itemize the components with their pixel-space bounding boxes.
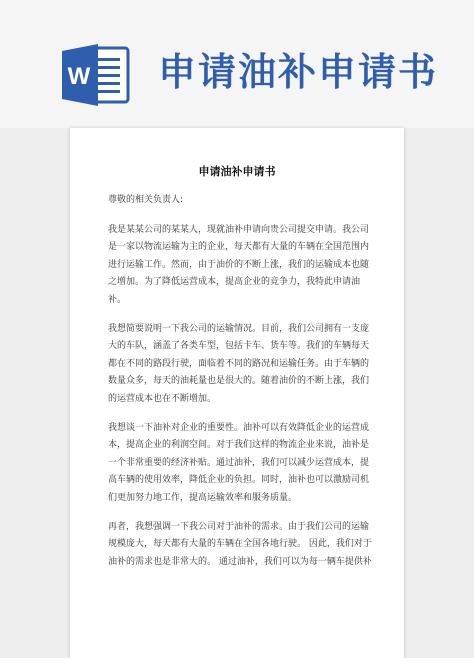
banner — [0, 0, 474, 128]
document-page — [70, 128, 404, 658]
word-doc-icon — [62, 42, 132, 108]
paragraph-2: 我想简要说明一下我公司的运输情况。目前，我们公司拥有一支庞大的车队，涵盖了各类车型，包括卡车、货车等。我们的车辆每天都在不同的路段行驶，面临着不同的路况和运输任务。由于车辆的数量众多，每天的油耗量也是很大的。随着油价的不断上涨，我们的运营成本也在不断增加。 — [108, 323, 370, 404]
document-title: 申请油补申请书 — [198, 165, 276, 178]
document-body — [108, 192, 376, 582]
paragraph-3: 我想谈一下油补对企业的重要性。油补可以有效降低企业的运营成本，提高企业的利润空间。对于我们这样的物流企业来说，油补是一个非常重要的经济补贴。通过油补，我们可以减少运营成本，提高车辆的使用效率，降低企业的负担。同时，油补也可以激励司机们更加努力地工作，提高运输效率和服务质量。 — [108, 422, 370, 503]
salutation: 尊敬的相关负责人: — [108, 195, 184, 205]
paragraph-1: 我是某某公司的某某人，现就油补申请向贵公司提交申请。我公司是一家以物流运输为主的企业，每天都有大量的车辆在全国范围内进行运输工作。然而，由于油价的不断上涨，我们的运输成本也随之增加。为了降低运营成本，提高企业的竞争力，我特此申请油补。 — [108, 224, 370, 305]
bottom-strip — [0, 658, 474, 669]
banner-title: 申请油补申请书 — [158, 50, 439, 94]
paragraph-4: 再者，我想强调一下我公司对于油补的需求。由于我们公司的运输规模庞大，每天都有大量的车辆在全国各地行驶。 因此，我们对于油补的需求也是非常大的。 通过油补，我们可以为每一辆车提供补 — [108, 521, 372, 567]
word-icon-letter: W — [67, 63, 91, 90]
